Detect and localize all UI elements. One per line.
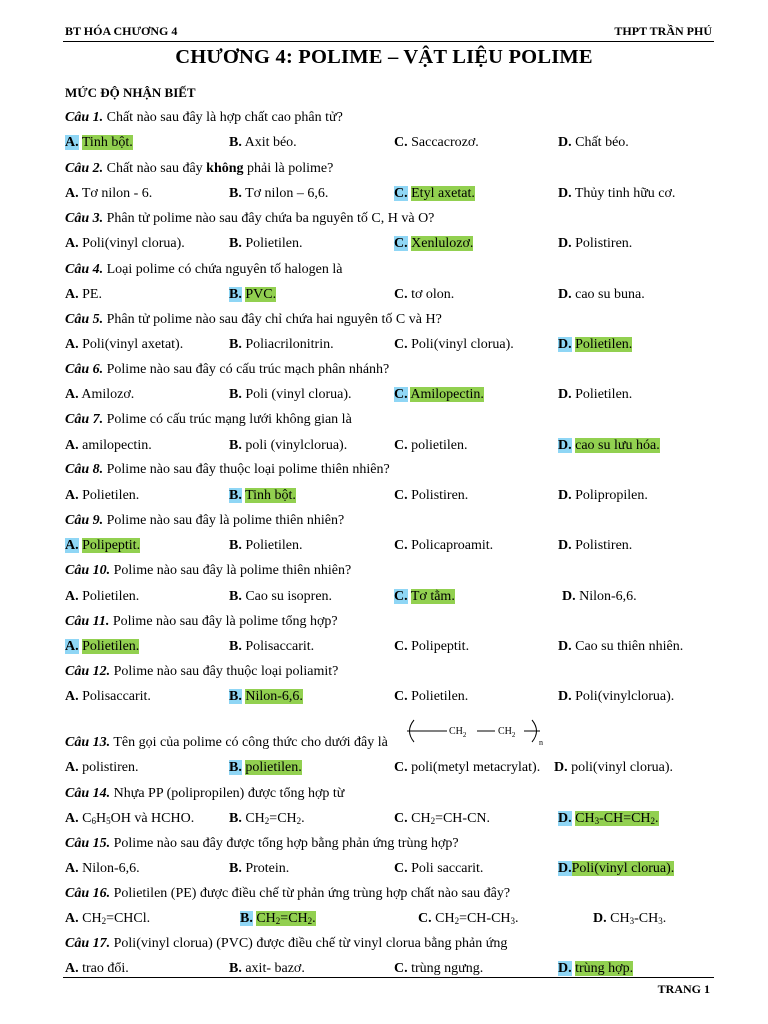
question-15: Câu 15. Polime nào sau đây được tổng hợp bằng phản ứng trùng hợp? xyxy=(65,836,459,851)
options-row-10 xyxy=(0,589,768,609)
option-d[interactable]: D. Polipropilen. xyxy=(558,488,648,503)
option-b[interactable]: B. $CH_2=CH_2$. xyxy=(240,911,316,926)
options-row-4 xyxy=(0,287,768,307)
question-number: Câu 5. xyxy=(65,312,104,327)
option-c[interactable]: C. poli(metyl metacrylat). xyxy=(394,760,541,775)
option-c[interactable]: C. Polietilen. xyxy=(394,689,469,704)
option-c[interactable]: C. Polistiren. xyxy=(394,488,469,503)
options-row-8 xyxy=(0,488,768,508)
option-d[interactable]: D. Polistiren. xyxy=(558,538,633,553)
option-b[interactable]: B. polietilen. xyxy=(229,760,302,775)
question-16: Câu 16. Polietilen (PE) được điều chế từ phản ứng trùng hợp chất nào sau đây? xyxy=(65,886,511,901)
option-d[interactable]: D. poli(vinyl clorua). xyxy=(554,760,673,775)
question-number: Câu 12. xyxy=(65,664,111,679)
question-number: Câu 7. xyxy=(65,412,104,427)
question-4: Câu 4. Loại polime có chứa nguyên tố halogen là xyxy=(65,262,343,277)
option-b[interactable]: B. Polietilen. xyxy=(229,538,303,553)
question-number: Câu 2. xyxy=(65,161,104,176)
question-number: Câu 15. xyxy=(65,836,111,851)
question-6: Câu 6. Polime nào sau đây có cấu trúc mạch phân nhánh? xyxy=(65,362,390,377)
page-title: CHƯƠNG 4: POLIME – VẬT LIỆU POLIME xyxy=(175,46,593,68)
options-row-3 xyxy=(0,236,768,256)
header-divider xyxy=(63,41,714,42)
question-number: Câu 9. xyxy=(65,513,104,528)
option-b[interactable]: B. Polisaccarit. xyxy=(229,639,315,654)
option-c[interactable]: C. tơ olon. xyxy=(394,287,455,302)
option-a[interactable]: A. Tơ nilon - 6. xyxy=(65,186,153,201)
option-c[interactable]: C. Poli(vinyl clorua). xyxy=(394,337,514,352)
question-number: Câu 6. xyxy=(65,362,104,377)
option-d[interactable]: D. Thủy tinh hữu cơ. xyxy=(558,186,676,201)
options-row-12 xyxy=(0,689,768,709)
option-d[interactable]: D. trùng hợp. xyxy=(558,961,634,976)
option-a[interactable]: A. trao đổi. xyxy=(65,961,129,976)
question-number: Câu 14. xyxy=(65,786,111,801)
option-b[interactable]: B. PVC. xyxy=(229,287,277,302)
question-11: Câu 11. Polime nào sau đây là polime tổng hợp? xyxy=(65,614,338,629)
options-row-9 xyxy=(0,538,768,558)
option-b[interactable]: B. poli (vinylclorua). xyxy=(229,438,348,453)
question-number: Câu 3. xyxy=(65,211,104,226)
question-number: Câu 17. xyxy=(65,936,111,951)
option-a[interactable]: A. $C_6H_5OH$ và HCHO. xyxy=(65,811,195,826)
option-a[interactable]: A. Poli(vinyl axetat). xyxy=(65,337,184,352)
header-left: BT HÓA CHƯƠNG 4 xyxy=(65,24,178,38)
option-b[interactable]: B. Tơ nilon – 6,6. xyxy=(229,186,329,201)
option-b[interactable]: B. Poliacrilonitrin. xyxy=(229,337,334,352)
option-b[interactable]: B. Tinh bột. xyxy=(229,488,296,503)
question-number: Câu 13. xyxy=(65,735,111,750)
question-number: Câu 8. xyxy=(65,462,104,477)
option-c[interactable]: C. trùng ngưng. xyxy=(394,961,484,976)
question-3: Câu 3. Phân tử polime nào sau đây chứa ba nguyên tố C, H và O? xyxy=(65,211,435,226)
option-d[interactable]: D. Polietilen. xyxy=(558,387,633,402)
option-b[interactable]: B. Poli (vinyl clorua). xyxy=(229,387,352,402)
option-a[interactable]: A. polistiren. xyxy=(65,760,139,775)
option-a[interactable]: A. Polietilen. xyxy=(65,488,140,503)
option-d[interactable]: D. $CH_3-CH=CH_2$. xyxy=(558,811,659,826)
question-2: Câu 2. Chất nào sau đây không phải là polime? xyxy=(65,161,334,176)
footer-divider xyxy=(63,977,714,978)
page-number: TRANG 1 xyxy=(657,982,710,996)
option-a[interactable]: A. PE. xyxy=(65,287,102,302)
question-5: Câu 5. Phân tử polime nào sau đây chỉ chứa hai nguyên tố C và H? xyxy=(65,312,442,327)
option-d[interactable]: D. Poli(vinylclorua). xyxy=(558,689,675,704)
option-b[interactable]: B. Axit béo. xyxy=(229,135,297,150)
question-number: Câu 16. xyxy=(65,886,111,901)
option-a[interactable]: A. Tinh bột. xyxy=(65,135,133,150)
options-row-5 xyxy=(0,337,768,357)
formula-n: n xyxy=(539,738,543,746)
formula-unit-1: $CH_2$ xyxy=(449,726,467,739)
option-b[interactable]: B. axit- bazơ. xyxy=(229,961,305,976)
option-c[interactable]: C. $CH_2=CH-CH_3$. xyxy=(418,911,519,926)
option-b[interactable]: B. Protein. xyxy=(229,861,290,876)
options-row-2 xyxy=(0,186,768,206)
option-d[interactable]: D. Cao su thiên nhiên. xyxy=(558,639,684,654)
option-d[interactable]: D. Nilon-6,6. xyxy=(562,589,637,604)
option-a[interactable]: A. Polisaccarit. xyxy=(65,689,151,704)
option-a[interactable]: A. $CH_2=CHCl$. xyxy=(65,911,151,926)
option-a[interactable]: A. Nilon-6,6. xyxy=(65,861,140,876)
option-c[interactable]: C. Poli saccarit. xyxy=(394,861,484,876)
question-8: Câu 8. Polime nào sau đây thuộc loại polime thiên nhiên? xyxy=(65,462,390,477)
option-c[interactable]: C. Saccacrozơ. xyxy=(394,135,479,150)
option-a[interactable]: A. amilopectin. xyxy=(65,438,152,453)
option-b[interactable]: B. Nilon-6,6. xyxy=(229,689,303,704)
option-c[interactable]: C. Tơ tằm. xyxy=(394,589,455,604)
options-row-7 xyxy=(0,438,768,458)
option-d[interactable]: D. Polietilen. xyxy=(558,337,633,352)
question-10: Câu 10. Polime nào sau đây là polime thiên nhiên? xyxy=(65,563,352,578)
options-row-6 xyxy=(0,387,768,407)
question-9: Câu 9. Polime nào sau đây là polime thiên nhiên? xyxy=(65,513,345,528)
question-1 xyxy=(65,110,343,126)
option-d[interactable]: D. Chất béo. xyxy=(558,135,629,150)
option-d[interactable]: D. Polistiren. xyxy=(558,236,633,251)
question-14: Câu 14. Nhựa PP (polipropilen) được tổng hợp từ xyxy=(65,786,345,801)
question-number: Câu 10. xyxy=(65,563,111,578)
option-c[interactable]: C. Amilopectin. xyxy=(394,387,484,402)
section-heading: MỨC ĐỘ NHẬN BIẾT xyxy=(65,85,196,100)
question-7: Câu 7. Polime có cấu trúc mạng lưới không gian là xyxy=(65,412,352,427)
question-12: Câu 12. Polime nào sau đây thuộc loại poliamit? xyxy=(65,664,339,679)
question-number: Câu 11. xyxy=(65,614,110,629)
option-b[interactable]: B. Polietilen. xyxy=(229,236,303,251)
option-d[interactable]: D. $CH_3-CH_3$. xyxy=(593,911,667,926)
option-a[interactable]: A. Amilozơ. xyxy=(65,387,135,402)
option-a[interactable]: A. Polipeptit. xyxy=(65,538,141,553)
question-number: Câu 4. xyxy=(65,262,104,277)
option-b[interactable]: B. $CH_2=CH_2$. xyxy=(229,811,305,826)
options-row-11 xyxy=(0,639,768,659)
question-text: Chất nào sau đây là hợp chất cao phân tử? xyxy=(106,110,343,125)
options-row-13 xyxy=(0,760,768,780)
option-d[interactable]: D. cao su lưu hóa. xyxy=(558,438,660,453)
question-number: Câu 1. xyxy=(65,110,104,125)
option-c[interactable]: C. $CH_2=CH-CN$. xyxy=(394,811,491,826)
option-a[interactable]: A. Poli(vinyl clorua). xyxy=(65,236,185,251)
options-row-1 xyxy=(0,135,768,155)
option-c[interactable]: C. Policaproamit. xyxy=(394,538,494,553)
option-c[interactable]: C. Polipeptit. xyxy=(394,639,470,654)
question-13: Câu 13. Tên gọi của polime có công thức cho dưới đây là xyxy=(65,735,388,750)
option-d[interactable]: D. cao su buna. xyxy=(558,287,645,302)
question-17: Câu 17. Poli(vinyl clorua) (PVC) được điều chế từ vinyl clorua bằng phản ứng xyxy=(65,936,508,951)
options-row-16 xyxy=(0,911,768,931)
options-row-14 xyxy=(0,811,768,831)
header-right: THPT TRẦN PHÚ xyxy=(614,24,712,38)
option-d[interactable]: D.Poli(vinyl clorua). xyxy=(558,861,675,876)
polyethylene-formula xyxy=(402,718,552,746)
option-c[interactable]: C. Xenlulozơ. xyxy=(394,236,474,251)
options-row-17 xyxy=(0,961,768,981)
option-b[interactable]: B. Cao su isopren. xyxy=(229,589,333,604)
formula-unit-2: $CH_2$ xyxy=(498,726,516,739)
option-c[interactable]: C. polietilen. xyxy=(394,438,468,453)
option-c[interactable]: C. Etyl axetat. xyxy=(394,186,475,201)
option-a[interactable]: A. Polietilen. xyxy=(65,589,140,604)
option-a[interactable]: A. Polietilen. xyxy=(65,639,140,654)
options-row-15 xyxy=(0,861,768,881)
